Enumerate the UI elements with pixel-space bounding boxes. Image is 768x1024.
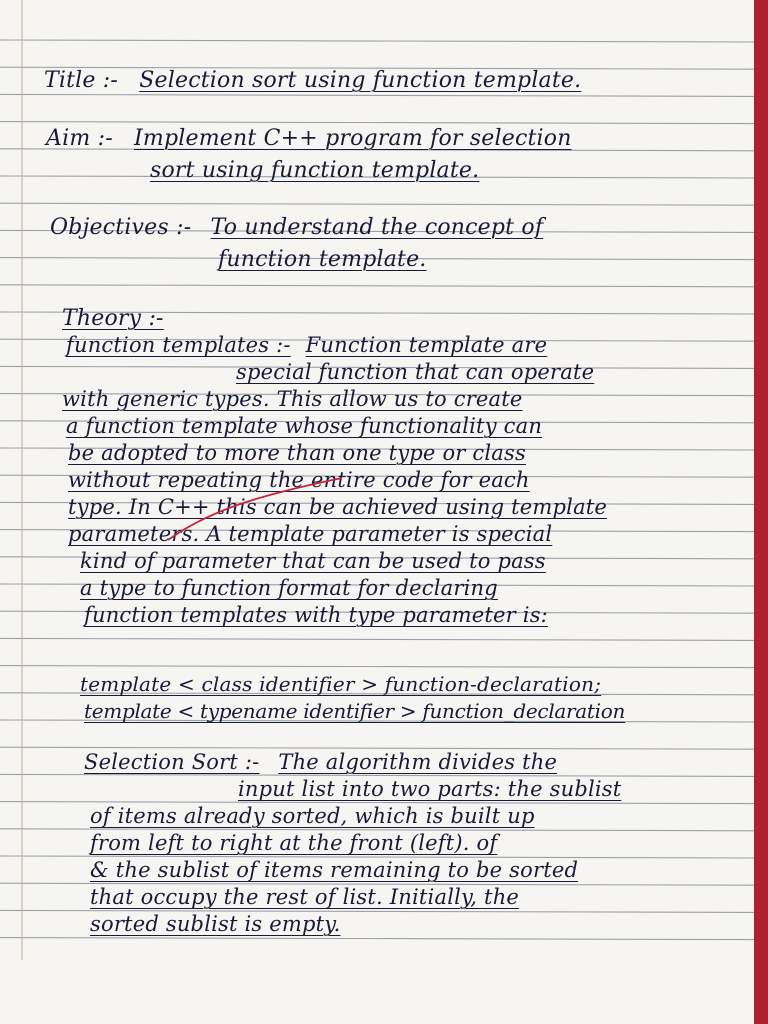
selection-sort-line-1: The algorithm divides the	[278, 750, 558, 774]
selection-sort-line-6: that occupy the rest of list. Initially, the	[90, 885, 520, 909]
ruled-line	[0, 285, 754, 287]
selection-sort-label: Selection Sort :-	[84, 750, 260, 774]
aim-label: Aim :-	[46, 126, 113, 151]
selection-sort-line-2: input list into two parts: the sublist	[238, 777, 622, 801]
red-strike-mark	[160, 470, 350, 550]
syntax-line-1: template < class identifier > function-declaration;	[80, 672, 602, 696]
theory-line-4: a function template whose functionality can	[66, 414, 543, 438]
theory-line-5: be adopted to more than one type or class	[68, 441, 526, 465]
ruled-line	[0, 747, 754, 749]
theory-line-3: with generic types. This allow us to create	[62, 387, 523, 411]
theory-line-1: Function template are	[305, 333, 548, 357]
ruled-line	[0, 40, 754, 42]
theory-row-1	[66, 333, 547, 357]
ruled-line	[0, 638, 754, 640]
objectives-line-1: To understand the concept of	[210, 215, 544, 240]
ruled-line	[0, 203, 754, 205]
aim-line-2: sort using function template.	[150, 158, 480, 183]
ruled-line	[0, 94, 754, 96]
selection-sort-line-4: from left to right at the front (left). of	[90, 831, 498, 855]
function-templates-label: function templates :-	[66, 333, 291, 357]
theory-line-11: function templates with type parameter is:	[84, 603, 548, 627]
theory-line-2: special function that can operate	[236, 360, 595, 384]
ruled-line	[0, 666, 754, 668]
ruled-line	[0, 122, 754, 124]
theory-line-9: kind of parameter that can be used to pass	[80, 549, 546, 573]
objectives-line-2: function template.	[218, 247, 427, 272]
selection-sort-line-7: sorted sublist is empty.	[90, 912, 341, 936]
theory-line-8: parameters. A template parameter is special	[68, 522, 553, 546]
theory-line-6: without repeating the entire code for each	[68, 468, 530, 492]
title-row	[44, 68, 581, 93]
selection-sort-line-3: of items already sorted, which is built up	[90, 804, 535, 828]
ruled-line	[0, 938, 754, 940]
objectives-row	[50, 215, 543, 240]
selection-sort-row	[84, 750, 557, 774]
selection-sort-line-5: & the sublist of items remaining to be sorted	[90, 858, 579, 882]
theory-line-7: type. In C++ this can be achieved using template	[68, 495, 608, 519]
title-text: Selection sort using function template.	[139, 68, 582, 93]
theory-line-10: a type to function format for declaring	[80, 576, 498, 600]
aim-row	[46, 126, 572, 151]
syntax-line-2: template < typename identifier > function_declaration	[84, 699, 626, 723]
theory-label: Theory :-	[62, 306, 164, 331]
notebook-binding	[754, 0, 768, 1024]
aim-line-1: Implement C++ program for selection	[134, 126, 572, 151]
objectives-label: Objectives :-	[50, 215, 192, 240]
title-label: Title :-	[44, 68, 119, 93]
